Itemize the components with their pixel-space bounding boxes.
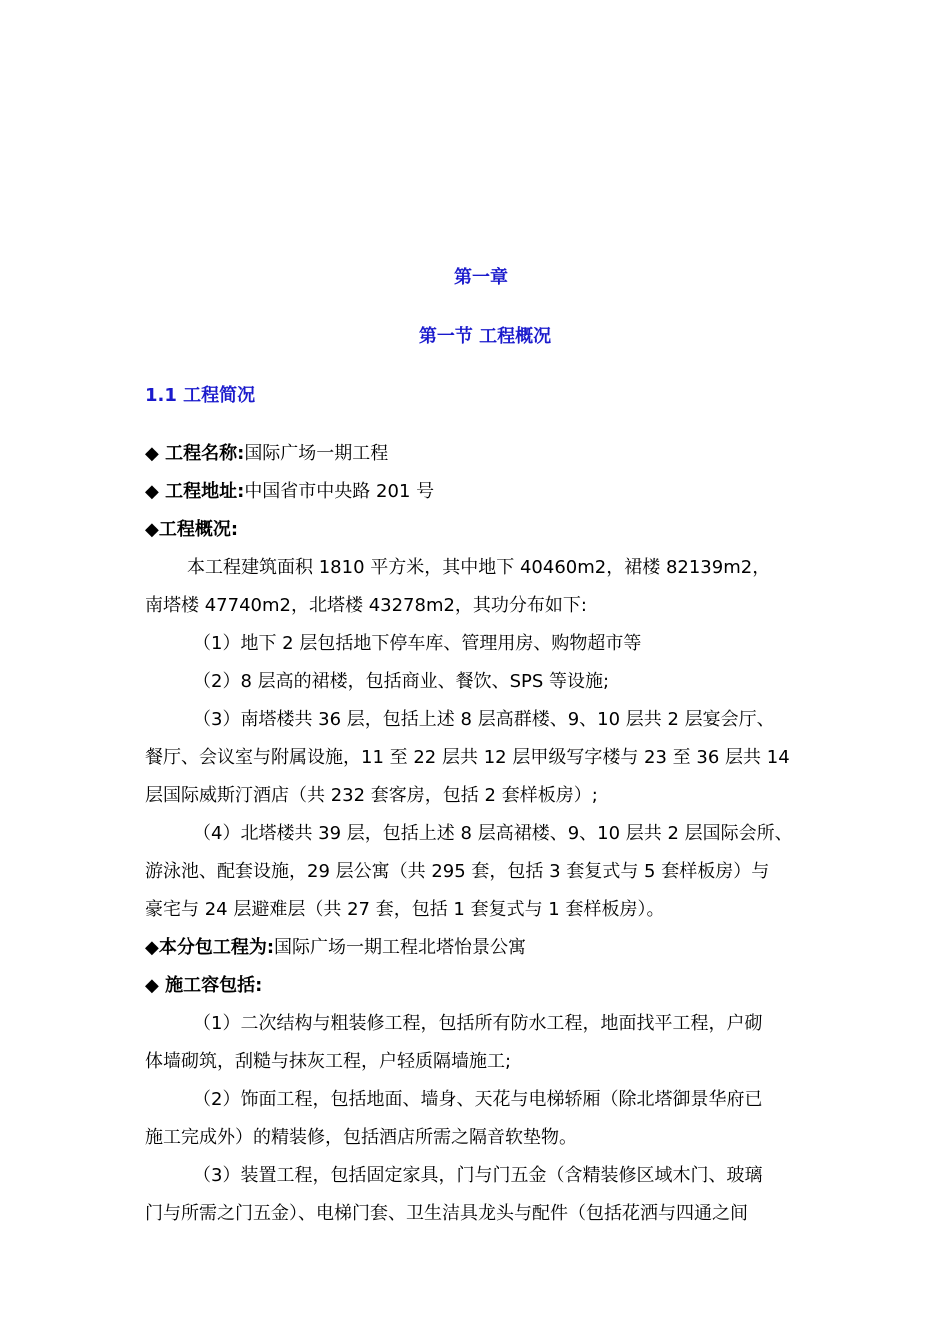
subcontract-line bbox=[145, 936, 825, 960]
scope-item-2-line: 施工完成外）的精装修，包括酒店所需之隔音软垫物。 bbox=[145, 1127, 577, 1148]
subcontract-value: 国际广场一期工程北塔怡景公寓 bbox=[274, 937, 527, 958]
project-address-label: ◆ 工程地址: bbox=[145, 481, 245, 502]
overview-item-3-line: 层国际威斯汀酒店（共 232 套客房，包括 2 套样板房）; bbox=[145, 785, 598, 806]
overview-item-1: （1）地下 2 层包括地下停车库、管理用房、购物超市等 bbox=[193, 633, 642, 654]
subcontract-label: ◆本分包工程为: bbox=[145, 937, 275, 958]
overview-item-3-line: （3）南塔楼共 36 层，包括上述 8 层高群楼、9、10 层共 2 层宴会厅、 bbox=[193, 709, 775, 730]
scope-item-3-line: 门与所需之门五金）、电梯门套、卫生洁具龙头与配件（包括花洒与四通之间 bbox=[145, 1203, 748, 1224]
section-title: 第一节 工程概况 bbox=[418, 326, 552, 347]
project-name-label: ◆ 工程名称: bbox=[145, 443, 245, 464]
overview-item-4-line: 豪宅与 24 层避难层（共 27 套，包括 1 套复式与 1 套样板房）。 bbox=[145, 899, 665, 920]
chapter-title: 第一章 bbox=[454, 267, 508, 288]
scope-item-3-line: （3）装置工程，包括固定家具，门与门五金（含精装修区域木门、玻璃 bbox=[193, 1165, 763, 1186]
scope-label: ◆ 施工容包括: bbox=[145, 975, 263, 996]
overview-item-4-line: （4）北塔楼共 39 层，包括上述 8 层高裙楼、9、10 层共 2 层国际会所、 bbox=[193, 823, 793, 844]
scope-item-1-line: （1）二次结构与粗装修工程，包括所有防水工程，地面找平工程，户砌 bbox=[193, 1013, 763, 1034]
project-name-line bbox=[145, 442, 825, 466]
overview-item-4-line: 游泳池、配套设施，29 层公寓（共 295 套，包括 3 套复式与 5 套样板房）与 bbox=[145, 861, 770, 882]
project-address-line bbox=[145, 480, 825, 504]
overview-item-2: （2）8 层高的裙楼，包括商业、餐饮、SPS 等设施; bbox=[193, 671, 610, 692]
overview-label: ◆工程概况: bbox=[145, 519, 239, 540]
subsection-title: 1.1 工程简况 bbox=[145, 385, 256, 406]
scope-item-2-line: （2）饰面工程，包括地面、墙身、天花与电梯轿厢（除北塔御景华府已 bbox=[193, 1089, 763, 1110]
overview-paragraph-line: 本工程建筑面积 1810 平方米，其中地下 40460m2，裙楼 82139m2， bbox=[187, 557, 771, 578]
overview-paragraph-line: 南塔楼 47740m2，北塔楼 43278m2，其功分布如下: bbox=[145, 595, 588, 616]
project-name-value: 国际广场一期工程 bbox=[244, 443, 389, 464]
scope-item-1-line: 体墙砌筑，刮糙与抹灰工程，户轻质隔墙施工; bbox=[145, 1051, 512, 1072]
overview-item-3-line: 餐厅、会议室与附属设施，11 至 22 层共 12 层甲级写字楼与 23 至 36 层共 14 bbox=[145, 747, 790, 768]
project-address-value: 中国省市中央路 201 号 bbox=[244, 481, 435, 502]
